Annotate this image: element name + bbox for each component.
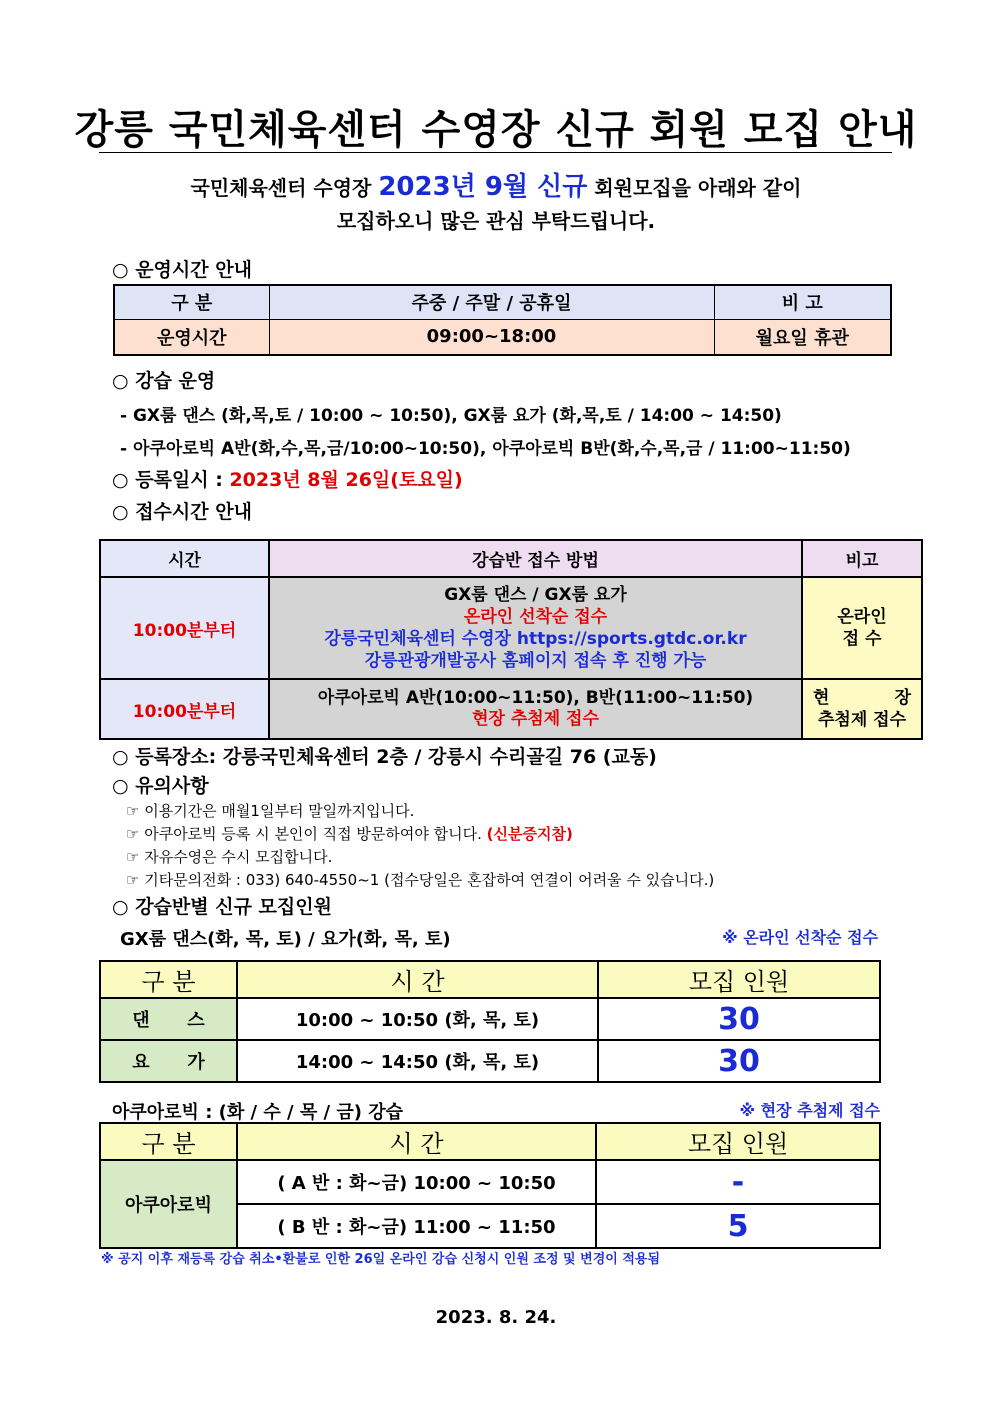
reception-row2-time: 10:00분부터 — [100, 679, 269, 739]
intro-highlight: 2023년 9월 신규 — [378, 172, 588, 202]
method-homepage: 강릉관광개발공사 홈페이지 접속 후 진행 가능 — [364, 651, 707, 671]
aqua-row-b-count: 5 — [596, 1204, 880, 1248]
hours-header-category: 구 분 — [114, 285, 269, 319]
reception-header-method: 강습반 접수 방법 — [269, 540, 802, 577]
reception-row1-remarks — [802, 577, 922, 679]
reception-table — [99, 539, 923, 740]
intro-text-pre: 국민체육센터 수영장 — [190, 176, 379, 200]
remarks-onsite-a: 현 — [813, 688, 830, 708]
aqua-label: 아쿠아로빅 : (화 / 수 / 목 / 금) 강습 — [112, 1102, 404, 1123]
gx-label: GX룸 댄스(화, 목, 토) / 요가(화, 목, 토) — [120, 929, 451, 950]
document-date: 2023. 8. 24. — [435, 1307, 557, 1328]
place-line: ○ 등록장소: 강릉국민체육센터 2층 / 강릉시 수리골길 76 (교동) — [112, 746, 657, 768]
page-title: 강릉 국민체육센터 수영장 신규 회원 모집 안내 — [74, 107, 918, 153]
aqua-class-name: 아쿠아로빅 — [100, 1160, 237, 1248]
aqua-note: ※ 현장 추첨제 접수 — [739, 1101, 880, 1120]
caution-heading: ○ 유의사항 — [112, 775, 209, 797]
gx-note: ※ 온라인 선착순 접수 — [722, 928, 878, 947]
reception-heading: ○ 접수시간 안내 — [112, 501, 252, 523]
hours-heading: ○ 운영시간 안내 — [112, 259, 252, 281]
classes-line-gx: - GX룸 댄스 (화,목,토 / 10:00 ~ 10:50), GX룸 요가 (화,목,토 / 14:00 ~ 14:50) — [120, 406, 782, 426]
intro-line-1 — [0, 166, 992, 203]
intro-text-post: 회원모집을 아래와 같이 — [587, 176, 802, 200]
recruit-footnote: ※ 공지 이후 재등록 강습 취소•환불로 인한 26일 온라인 강습 신청시 인원 조정 및 변경이 적용됨 — [101, 1252, 661, 1267]
gx-row-yoga-count: 30 — [598, 1040, 880, 1082]
caution-item-3: ☞ 자유수영은 수시 모집합니다. — [126, 848, 333, 866]
caution-item-2-text: ☞ 아쿠아로빅 등록 시 본인이 직접 방문하여야 합니다. — [126, 825, 487, 843]
gx-recruit-table — [99, 960, 881, 1083]
gx-header-count: 모집 인원 — [598, 961, 880, 998]
hours-header-remarks: 비 고 — [714, 285, 891, 319]
aqua-row-a-time: ( A 반 : 화~금) 10:00 ~ 10:50 — [237, 1160, 596, 1204]
reception-row2-remarks — [802, 679, 922, 739]
caution-item-4: ☞ 기타문의전화 : 033) 640-4550~1 (접수당일은 혼잡하여 연결이 어려울 수 있습니다.) — [126, 871, 715, 889]
method-online: 온라인 선착순 접수 — [463, 607, 608, 627]
caution-item-2 — [126, 823, 573, 844]
reception-header-time: 시간 — [100, 540, 269, 577]
aqua-header-category: 구 분 — [100, 1123, 237, 1160]
reception-header-remarks: 비고 — [802, 540, 922, 577]
method-aqua: 아쿠아로빅 A반(10:00~11:50), B반(11:00~11:50) — [317, 688, 754, 708]
gx-row-dance-name: 댄 스 — [100, 998, 237, 1040]
gx-header-time: 시 간 — [237, 961, 598, 998]
register-date: 2023년 8월 26일(토요일) — [229, 469, 463, 491]
gx-row-yoga-name: 요 가 — [100, 1040, 237, 1082]
reception-row2-method — [269, 679, 802, 739]
hours-row-label: 운영시간 — [114, 319, 269, 355]
caution-item-1: ☞ 이용기간은 매월1일부터 말일까지입니다. — [126, 802, 415, 820]
gx-row-dance-count: 30 — [598, 998, 880, 1040]
remarks-onsite-b: 장 — [894, 688, 911, 708]
remarks-reception: 접 수 — [842, 629, 882, 649]
remarks-lottery: 추첨제 접수 — [817, 710, 907, 730]
register-line — [112, 465, 463, 492]
aqua-header-time: 시 간 — [237, 1123, 596, 1160]
intro-line-2: 모집하오니 많은 관심 부탁드립니다. — [336, 209, 656, 233]
method-site-link[interactable]: 강릉국민체육센터 수영장 https://sports.gtdc.or.kr — [324, 629, 747, 649]
gx-row-dance-time: 10:00 ~ 10:50 (화, 목, 토) — [237, 998, 598, 1040]
remarks-online: 온라인 — [837, 607, 887, 627]
hours-row-remarks: 월요일 휴관 — [714, 319, 891, 355]
classes-line-aqua: - 아쿠아로빅 A반(화,수,목,금/10:00~10:50), 아쿠아로빅 B반(화,수,목,금 / 11:00~11:50) — [120, 439, 851, 459]
hours-row-time: 09:00~18:00 — [269, 319, 714, 355]
gx-header-category: 구 분 — [100, 961, 237, 998]
register-label: ○ 등록일시 : — [112, 469, 230, 491]
aqua-row-a-count: - — [596, 1160, 880, 1204]
gx-row-yoga-time: 14:00 ~ 14:50 (화, 목, 토) — [237, 1040, 598, 1082]
title-divider — [99, 152, 892, 153]
hours-header-days: 주중 / 주말 / 공휴일 — [269, 285, 714, 319]
method-gx: GX룸 댄스 / GX룸 요가 — [444, 585, 627, 605]
aqua-row-b-time: ( B 반 : 화~금) 11:00 ~ 11:50 — [237, 1204, 596, 1248]
recruit-heading: ○ 강습반별 신규 모집인원 — [112, 896, 332, 918]
hours-table — [113, 284, 892, 356]
aqua-header-count: 모집 인원 — [596, 1123, 880, 1160]
classes-heading: ○ 강습 운영 — [112, 370, 216, 392]
method-onsite: 현장 추첨제 접수 — [472, 709, 599, 729]
caution-id-required: (신분증지참) — [486, 825, 573, 843]
reception-row1-method — [269, 577, 802, 679]
aqua-recruit-table — [99, 1122, 881, 1249]
reception-row1-time: 10:00분부터 — [100, 577, 269, 679]
